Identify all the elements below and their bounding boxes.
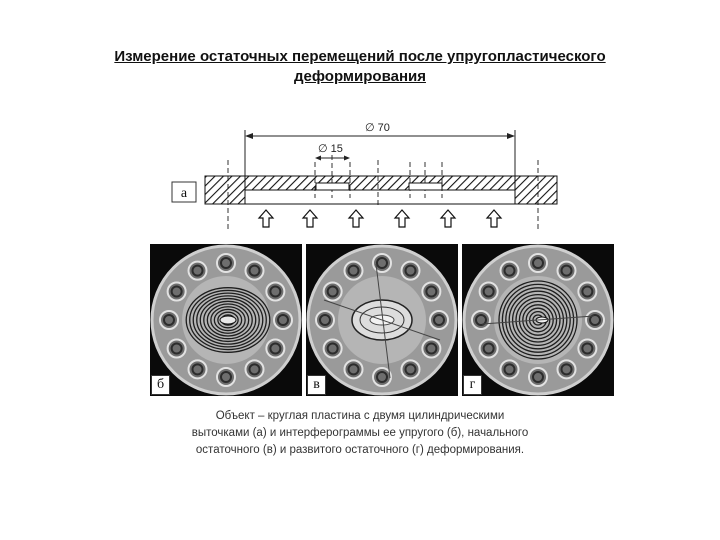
right-clamp — [515, 176, 557, 204]
title-line-1: Измерение остаточных перемещений после упругопластического — [114, 48, 606, 65]
recess-right — [409, 183, 442, 190]
photo-label-b: б — [151, 375, 170, 395]
figure-caption — [150, 408, 570, 459]
pressure-arrow — [487, 210, 501, 227]
interferogram-initial-residual — [306, 244, 458, 396]
dim-inner-text: ∅ 15 — [318, 143, 343, 155]
caption-line-3: остаточного (в) и развитого остаточного (г) деформирования. — [195, 444, 525, 456]
interferogram-developed-residual — [462, 244, 614, 396]
title-line-2: деформирования — [294, 68, 426, 85]
plate — [245, 176, 515, 190]
caption-line-1: Объект – круглая пластина с двумя цилиндрическими — [215, 410, 505, 422]
photo-label-g: г — [463, 375, 482, 395]
interferogram-image — [306, 244, 458, 396]
pressure-arrow — [395, 210, 409, 227]
interferogram-elastic — [150, 244, 302, 396]
label-a: а — [180, 186, 188, 201]
left-clamp — [205, 176, 245, 204]
plate-cross-section-drawing — [0, 0, 720, 240]
photo-label-v: в — [307, 375, 326, 395]
caption-line-2: выточками (а) и интерферограммы ее упругого (б), начального — [191, 427, 529, 439]
pressure-arrow — [349, 210, 363, 227]
dim-outer-text: ∅ 70 — [365, 122, 390, 134]
pressure-arrow — [259, 210, 273, 227]
interferogram-image — [462, 244, 614, 396]
interferogram-image — [150, 244, 302, 396]
recess-left — [316, 183, 349, 190]
pressure-arrow — [303, 210, 317, 227]
pressure-arrows — [259, 210, 501, 227]
pressure-arrow — [441, 210, 455, 227]
